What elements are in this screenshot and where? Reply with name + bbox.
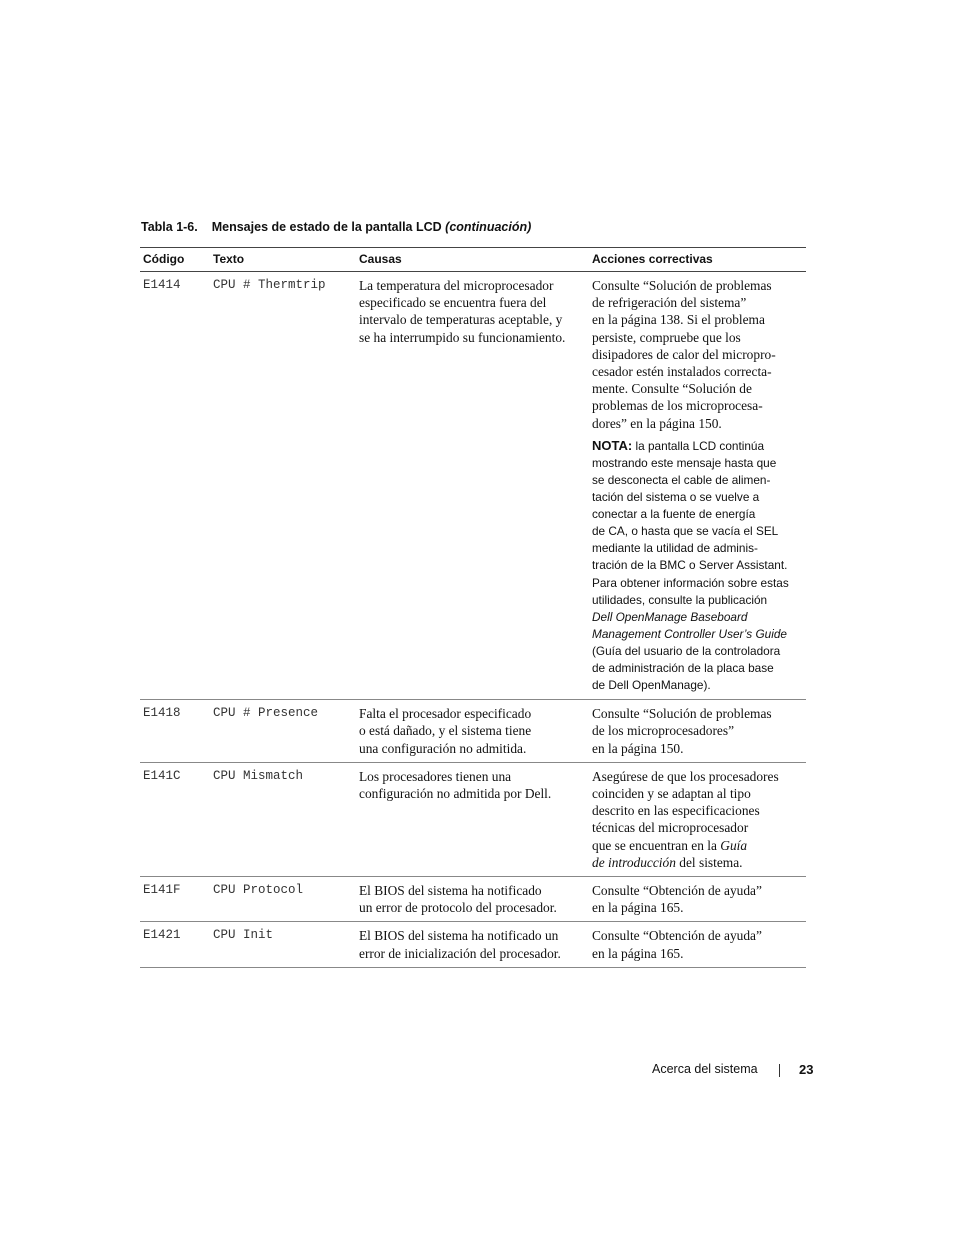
row-cause [356,877,589,922]
note-line: de CA, o hasta que se vacía el SEL [592,524,779,539]
row-code: E141C [143,768,181,783]
cause-line: Falta el procesador especificado [359,706,532,722]
action-line: en la página 165. [592,900,684,916]
note-label: NOTA: [592,437,633,453]
table-title: Mensajes de estado de la pantalla LCD [211,220,442,234]
guide-title: Guía [720,837,748,853]
row-code: E141F [143,883,181,898]
header-actions: Acciones correctivas [592,252,713,266]
note-publication-title: Dell OpenManage Baseboard [592,609,748,624]
row-code: E1414 [143,278,181,292]
action-line: coinciden y se adaptan al tipo [592,786,751,802]
row-action [589,922,806,967]
action-line: de refrigeración del sistema” [592,295,747,311]
header-causes: Causas [359,252,402,266]
table-row [140,700,806,763]
action-line: descrito en las especificaciones [592,803,760,819]
action-line: mente. Consulte “Solución de [592,381,752,397]
note-line: de Dell OpenManage). [592,678,711,693]
row-action [589,762,806,876]
note-line: se desconecta el cable de alimen- [592,473,771,488]
row-action [589,877,806,922]
note-line: tación del sistema o se vuelve a [592,490,760,505]
row-code: E1421 [143,928,181,943]
table-header-row [140,248,806,272]
row-action [589,700,806,763]
action-line: problemas de los microprocesa- [592,398,763,414]
note-line: (Guía del usuario de la controladora [592,643,781,658]
action-line: técnicas del microprocesador [592,820,749,836]
row-cause [356,272,589,700]
guide-title: de introducción [592,854,676,870]
action-line: dores” en la página 150. [592,415,722,431]
row-text: CPU Protocol [213,883,304,898]
action-line: Asegúrese de que los procesadores [592,768,779,784]
action-line: Consulte “Obtención de ayuda” [592,883,762,899]
footer-section: Acerca del sistema [652,1062,758,1076]
table-caption [141,220,531,234]
note-line: conectar a la fuente de energía [592,507,756,522]
note-line: mediante la utilidad de adminis- [592,541,758,556]
action-line: de los microprocesadores” [592,723,735,739]
row-text: CPU # Thermtrip [213,278,326,292]
note-line: tración de la BMC o Server Assistant. [592,558,788,573]
page-number: 23 [799,1062,814,1077]
row-cause [356,762,589,876]
row-code: E1418 [143,706,181,721]
row-text: CPU Mismatch [213,768,304,783]
lcd-status-table [140,247,806,968]
note-line: la pantalla LCD continúa [635,438,765,453]
cause-line: especificado se encuentra fuera del [359,295,547,311]
row-text: CPU # Presence [213,706,319,721]
cause-line: intervalo de temperaturas aceptable, y [359,312,563,328]
table-continued: (continuación) [445,220,532,234]
row-cause [356,922,589,967]
action-text: del sistema. [679,854,743,870]
cause-line: La temperatura del microprocesador [359,278,554,293]
cause-line: Los procesadores tienen una [359,768,512,784]
table-row [140,762,806,876]
note-publication-title: Management Controller User’s Guide [592,626,787,641]
action-line: disipadores de calor del micropro- [592,346,776,362]
action-line: en la página 138. Si el problema [592,312,765,328]
row-text: CPU Init [213,928,274,943]
note-line: utilidades, consulte la publicación [592,592,768,607]
footer-separator [779,1064,780,1077]
header-code: Código [143,252,185,266]
cause-line: error de inicialización del procesador. [359,945,561,961]
action-line: cesador estén instalados correcta- [592,364,772,380]
header-text: Texto [213,252,245,266]
cause-line: El BIOS del sistema ha notificado [359,883,542,899]
cause-line: o está dañado, y el sistema tiene [359,723,532,739]
cause-line: configuración no admitida por Dell. [359,786,552,802]
row-action [589,272,806,700]
action-line: en la página 165. [592,945,684,961]
row-cause [356,700,589,763]
table-number: Tabla 1-6. [141,220,198,234]
cause-line: se ha interrumpido su funcionamiento. [359,329,566,345]
action-line: en la página 150. [592,740,684,756]
note-block [592,437,803,694]
cause-line: El BIOS del sistema ha notificado un [359,928,559,944]
action-line: Consulte “Solución de problemas [592,278,772,293]
note-line: Para obtener información sobre estas [592,575,789,590]
action-line: Consulte “Solución de problemas [592,706,772,722]
table-row [140,877,806,922]
action-text: que se encuentran en la [592,837,717,853]
table-row [140,272,806,700]
action-line: persiste, compruebe que los [592,329,741,345]
note-line: mostrando este mensaje hasta que [592,455,777,470]
action-line: Consulte “Obtención de ayuda” [592,928,762,944]
cause-line: una configuración no admitida. [359,740,527,756]
cause-line: un error de protocolo del procesador. [359,900,557,916]
note-line: de administración de la placa base [592,661,774,676]
table-row [140,922,806,967]
page-footer [652,1062,814,1077]
